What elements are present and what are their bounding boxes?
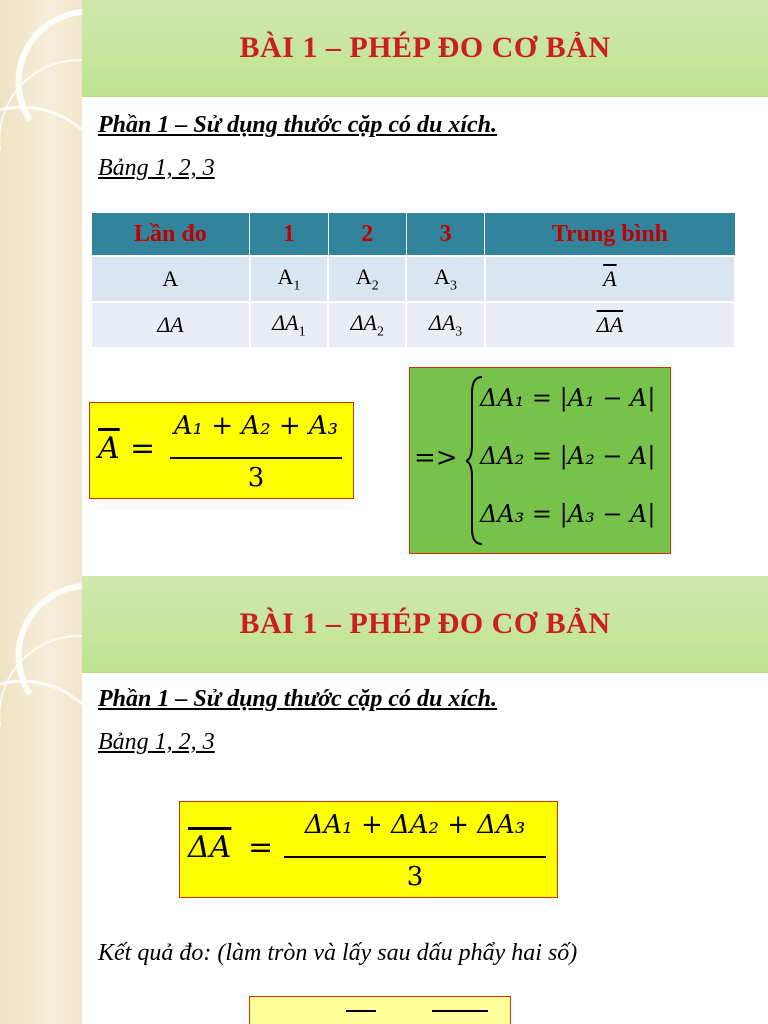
tables-label: Bảng 1, 2, 3 xyxy=(98,729,215,755)
slide-2 xyxy=(0,576,768,1024)
result-text: Kết quả đo: (làm tròn và lấy sau dấu phẩy hai số) xyxy=(98,940,578,966)
slide-title: BÀI 1 – PHÉP ĐO CƠ BẢN xyxy=(239,31,611,64)
header-cell: 2 xyxy=(328,213,406,257)
decorative-sidebar xyxy=(0,0,82,576)
table-cell: $\Delta A_3$ xyxy=(406,302,484,348)
mean-formula-box xyxy=(89,402,354,499)
mean-error-formula-lhs: $\overline{\Delta A}$ xyxy=(188,830,232,865)
table-row xyxy=(91,302,735,348)
mean-formula-denominator: 3 xyxy=(247,463,265,493)
table-cell: $\overline{A}$ xyxy=(485,256,735,302)
table-cell: $\overline{\Delta A}$ xyxy=(485,302,735,348)
table-cell: $\Delta A_2$ xyxy=(328,302,406,348)
fraction-bar xyxy=(170,457,342,459)
mean-error-formula-denominator: 3 xyxy=(406,862,424,892)
equals-sign: = xyxy=(130,431,156,466)
overline-mark xyxy=(432,1010,488,1012)
table-cell: $A_1$ xyxy=(250,256,328,302)
error-line-3: ΔA₃ = |A₃ − A| xyxy=(480,500,656,528)
mean-formula-lhs: $\overline{A}$ xyxy=(98,431,120,466)
mean-error-formula-box xyxy=(179,801,558,898)
header-cell: Lần đo xyxy=(91,213,250,257)
title-bar xyxy=(82,576,768,673)
table-cell: $A_2$ xyxy=(328,256,406,302)
table-row xyxy=(91,256,735,302)
header-cell: 3 xyxy=(406,213,484,257)
table-cell: $A_3$ xyxy=(406,256,484,302)
table-cell: $\Delta A_1$ xyxy=(250,302,328,348)
error-line-1: ΔA₁ = |A₁ − A| xyxy=(480,384,656,412)
implies-arrow: => xyxy=(414,443,458,473)
header-cell: Trung bình xyxy=(485,213,735,257)
mean-error-formula-numerator: ΔA₁ + ΔA₂ + ΔA₃ xyxy=(304,810,526,840)
result-formula-box xyxy=(249,996,511,1024)
measurement-table xyxy=(90,212,736,349)
table-cell: ΔA xyxy=(91,302,250,348)
header-cell: 1 xyxy=(250,213,328,257)
decorative-arcs xyxy=(0,576,82,1024)
fraction-bar xyxy=(284,856,546,858)
error-formula-box xyxy=(409,367,671,554)
equals-sign: = xyxy=(248,830,274,865)
title-bar xyxy=(82,0,768,97)
table-header-row xyxy=(91,213,735,257)
part-heading: Phần 1 – Sử dụng thước cặp có du xích. xyxy=(98,112,498,138)
table-cell: A xyxy=(91,256,250,302)
overline-mark xyxy=(346,1010,376,1012)
error-line-2: ΔA₂ = |A₂ − A| xyxy=(480,442,656,470)
tables-label: Bảng 1, 2, 3 xyxy=(98,155,215,181)
slide-title: BÀI 1 – PHÉP ĐO CƠ BẢN xyxy=(239,607,611,640)
decorative-sidebar xyxy=(0,576,82,1024)
decorative-arcs xyxy=(0,0,82,576)
part-heading: Phần 1 – Sử dụng thước cặp có du xích. xyxy=(98,686,498,712)
mean-formula-numerator: A₁ + A₂ + A₃ xyxy=(173,411,339,441)
